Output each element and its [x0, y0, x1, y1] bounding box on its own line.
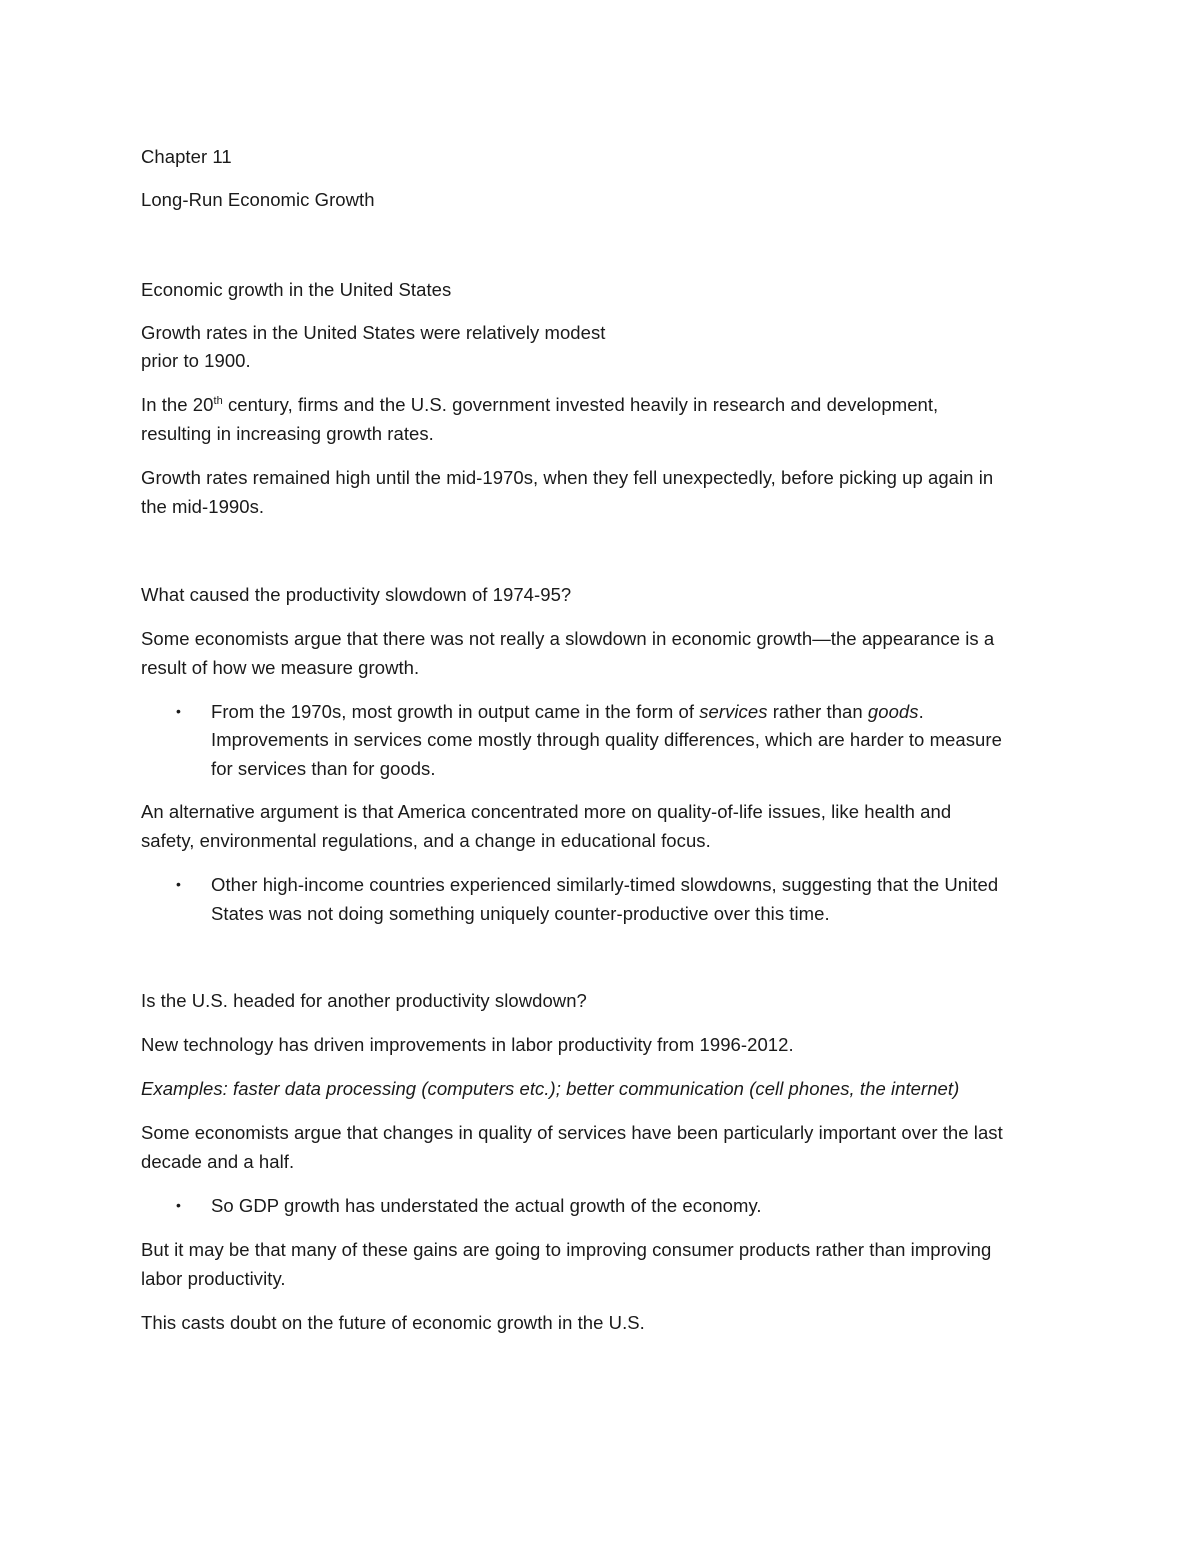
- section3-p1: New technology has driven improvements in labor productivity from 1996-2012.: [141, 1034, 794, 1055]
- section3-p3-line1: But it may be that many of these gains are going to improving consumer products rather than improving: [141, 1239, 992, 1260]
- section2-p2-line1: An alternative argument is that America concentrated more on quality-of-life issues, like health and: [141, 801, 952, 822]
- section2-heading: What caused the productivity slowdown of 1974-95?: [141, 584, 572, 605]
- section3-p2-line2: decade and a half.: [141, 1151, 295, 1172]
- bullet-marker: •: [176, 876, 181, 892]
- bullet1-em-goods: goods: [867, 701, 919, 722]
- examples-text: Examples: faster data processing (computers etc.); better communication (cell phones, the internet): [141, 1078, 960, 1099]
- section1-p2-line1: [141, 390, 938, 419]
- section2-p1-line2: result of how we measure growth.: [141, 657, 420, 678]
- section2-bullet2-line2: States was not doing something uniquely counter-productive over this time.: [211, 903, 830, 924]
- section1-p3-line2: the mid-1990s.: [141, 496, 265, 517]
- bullet-marker: •: [176, 1197, 181, 1213]
- section3-heading: Is the U.S. headed for another productivity slowdown?: [141, 990, 587, 1011]
- bullet-marker: •: [176, 703, 181, 719]
- section3-p4: This casts doubt on the future of economic growth in the U.S.: [141, 1312, 645, 1333]
- section2-bullet1-line2: Improvements in services come mostly through quality differences, which are harder to measure: [211, 729, 1002, 750]
- section3-bullet1: So GDP growth has understated the actual growth of the economy.: [211, 1195, 762, 1216]
- section1-p2-text-b: century, firms and the U.S. government invested heavily in research and development,: [222, 394, 939, 415]
- bullet1-em-services: services: [699, 701, 768, 722]
- section3-examples: [141, 1074, 959, 1103]
- section2-bullet1-line3: for services than for goods.: [211, 758, 436, 779]
- bullet1-text-b: rather than: [767, 701, 868, 722]
- document-title: Long-Run Economic Growth: [141, 189, 375, 210]
- section1-p3-line1: Growth rates remained high until the mid-1970s, when they fell unexpectedly, before picking up again in: [141, 467, 994, 488]
- bullet1-text-a: From the 1970s, most growth in output came in the form of: [211, 701, 700, 722]
- section3-p3-line2: labor productivity.: [141, 1268, 286, 1289]
- section2-p2-line2: safety, environmental regulations, and a change in educational focus.: [141, 830, 711, 851]
- section3-p2-line1: Some economists argue that changes in quality of services have been particularly important over the last: [141, 1122, 1003, 1143]
- section2-p1-line1: Some economists argue that there was not really a slowdown in economic growth—the appearance is a: [141, 628, 995, 649]
- section1-p2-line2: resulting in increasing growth rates.: [141, 423, 434, 444]
- section2-bullet1-line1: [211, 697, 924, 726]
- section1-p2-text-a: In the 20: [141, 394, 214, 415]
- section2-bullet2-line1: Other high-income countries experienced similarly-timed slowdowns, suggesting that the United: [211, 874, 999, 895]
- section1-p1-line1: Growth rates in the United States were relatively modest: [141, 322, 606, 343]
- chapter-label: Chapter 11: [141, 146, 232, 167]
- section1-p1-line2: prior to 1900.: [141, 350, 251, 371]
- bullet1-text-c: .: [918, 701, 924, 722]
- ordinal-superscript: th: [213, 394, 223, 407]
- section1-heading: Economic growth in the United States: [141, 279, 452, 300]
